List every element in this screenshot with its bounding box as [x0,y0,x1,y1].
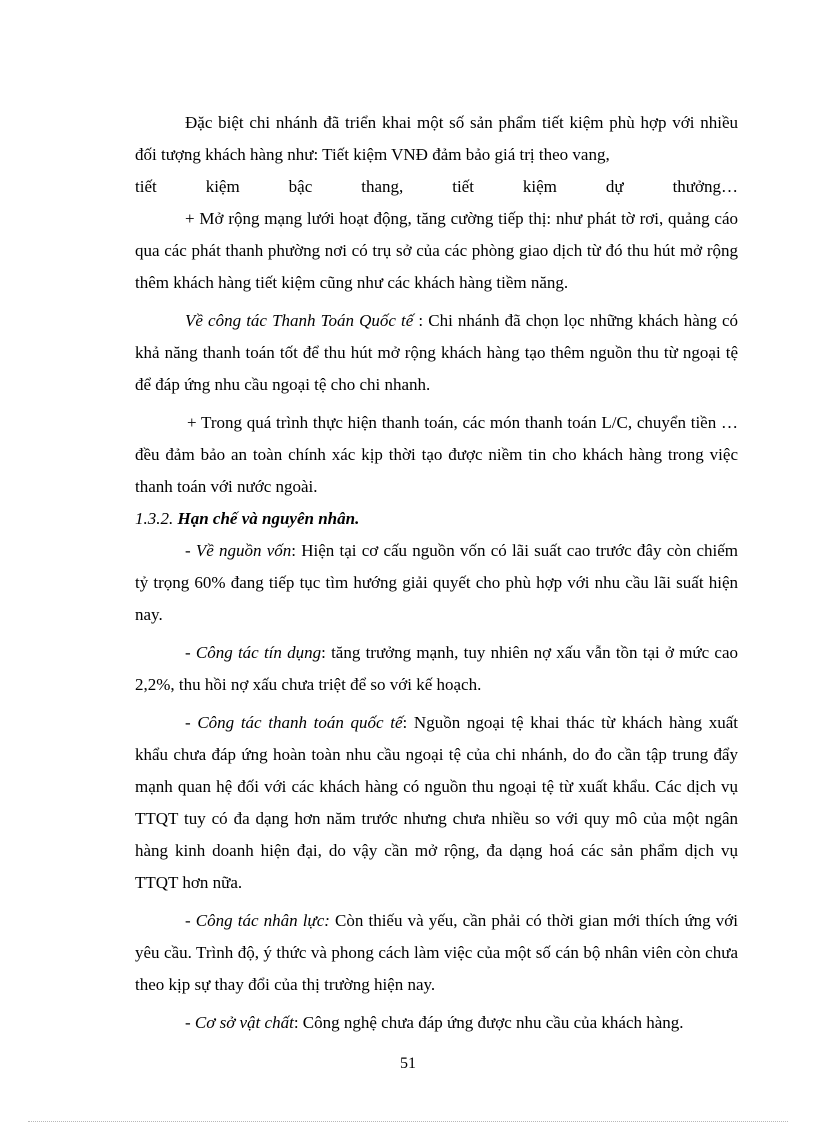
limitation-label: - Cơ sở vật chất [185,1013,294,1032]
page-number: 51 [400,1055,416,1072]
limitation-label: - Công tác nhân lực: [185,911,330,930]
limitation-item [135,535,738,631]
paragraph-savings-products-end: tiết kiệm bậc thang, tiết kiệm dự thưởng… [135,177,738,196]
section-title: Hạn chế và nguyên nhân. [173,509,360,528]
body-text [135,107,738,1039]
page-bottom-divider [28,1121,788,1122]
paragraph-payment-safety: + Trong quá trình thực hiện thanh toán, các món thanh toán L/C, chuyển tiền … đều đảm bảo an toàn chính xác kịp thời tạo được niềm tin cho khách hàng trong việc thanh toán với nước ngoài. [135,413,738,496]
limitation-text: : tăng trưởng mạnh, tuy nhiên nợ xấu vẫn tồn tại ở mức cao 2,2%, thu hồi nợ xấu chưa triệt để so với kế hoạch. [135,643,739,694]
limitation-item [135,1007,738,1039]
limitation-text: : Nguồn ngoại tệ khai thác từ khách hàng xuất khẩu chưa đáp ứng hoàn toàn nhu cầu ngoại tệ của chi nhánh, do đo cần tập trung đẩy mạnh quan hệ đối với các khách hàng có nguồn thu ngoại tệ từ xuất khẩu. Các dịch vụ TTQT tuy có đa dạng hơn năm trước nhưng chưa nhiều so với quy mô của một ngân hàng kinh doanh hiện đại, do vậy cần mở rộng, đa dạng hoá các sản phẩm dịch vụ TTQT hơn nữa. [135,713,738,892]
paragraph-international-payment [135,305,738,401]
limitation-item [135,707,738,899]
limitation-label: - Công tác tín dụng [185,643,322,662]
international-payment-label: Về công tác Thanh Toán Quốc tế [185,311,414,330]
limitation-text: : Công nghệ chưa đáp ứng được nhu cầu của khách hàng. [293,1013,684,1032]
section-heading [135,503,738,535]
limitation-item [135,637,738,701]
limitation-text: Còn thiếu và yếu, cần phải có thời gian mới thích ứng với yêu cầu. Trình độ, ý thức và phong cách làm việc của một số cán bộ nhân viên còn chưa theo kịp sự thay đổi của thị trường hiện nay. [135,911,738,994]
section-number: 1.3.2. [135,509,174,528]
paragraph-network-expansion: + Mở rộng mạng lưới hoạt động, tăng cường tiếp thị: như phát tờ rơi, quảng cáo qua các phát thanh phường nơi có trụ sở của các phòng giao dịch từ đó thu hút mở rộng thêm khách hàng tiết kiệm cũng như các khách hàng tiềm năng. [135,209,738,292]
limitation-item [135,905,738,1001]
limitation-label: - Về nguồn vốn [185,541,292,560]
paragraph-savings-products: Đặc biệt chi nhánh đã triển khai một số sản phẩm tiết kiệm phù hợp với nhiều đối tượng khách hàng như: Tiết kiệm VNĐ đảm bảo giá trị theo vang, [135,113,738,164]
international-payment-text: : Chi nhánh đã chọn lọc những khách hàng có khả năng thanh toán tốt để thu hút mở rộng khách hàng tạo thêm nguồn thu từ ngoại tệ để đáp ứng nhu cầu ngoại tệ cho chi nhanh. [135,311,738,394]
limitation-text: : Hiện tại cơ cấu nguồn vốn có lãi suất cao trước đây còn chiếm tỷ trọng 60% đang tiếp tục tìm hướng giải quyết cho phù hợp với nhu cầu lãi suất hiện nay. [135,541,738,624]
limitation-label: - Công tác thanh toán quốc tế [185,713,403,732]
